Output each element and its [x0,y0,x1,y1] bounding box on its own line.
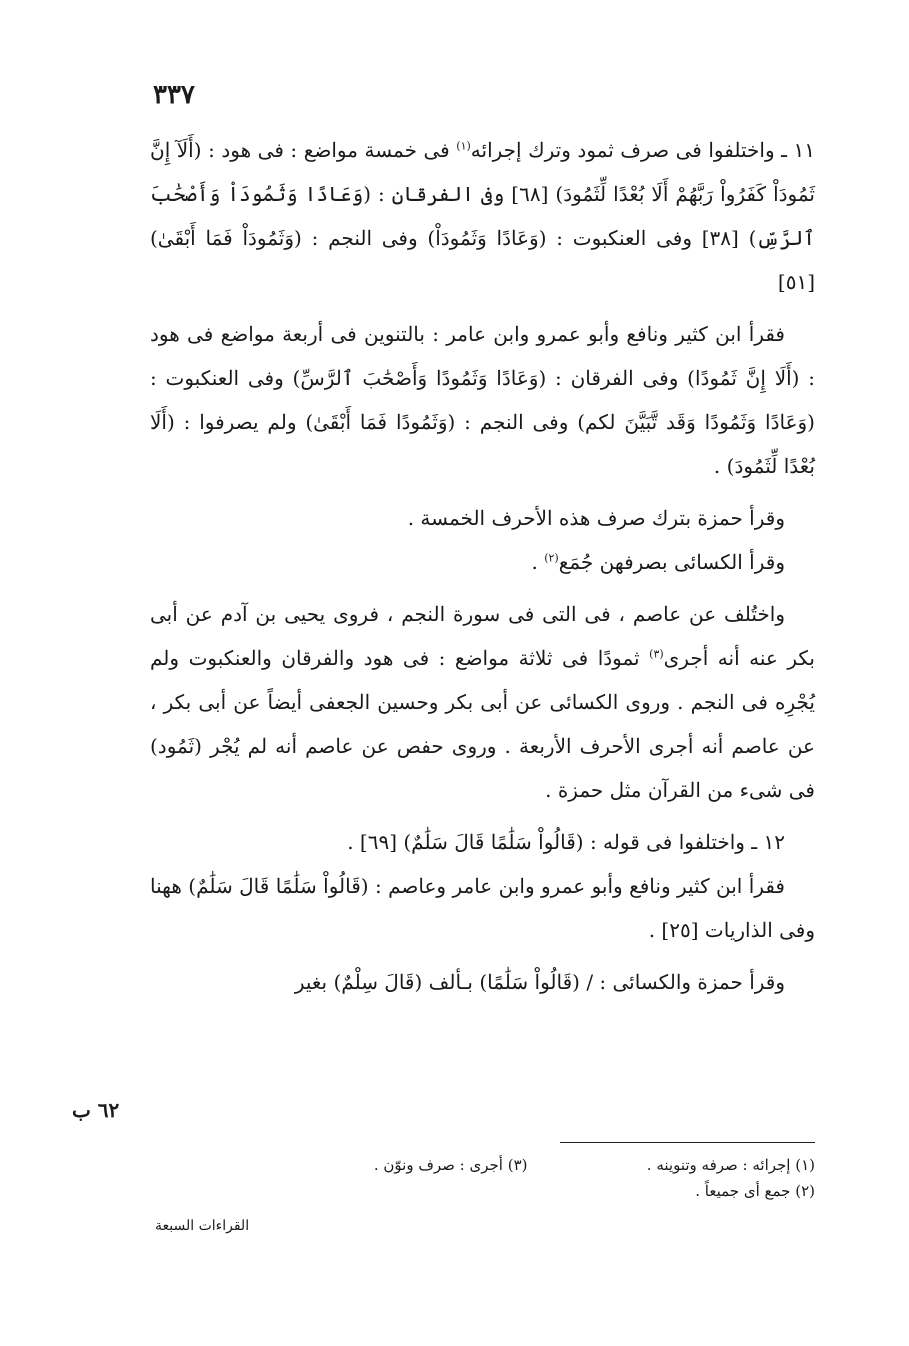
footnote-ref-2: (٢) [544,551,559,565]
footnote-row-1 [240,1152,815,1178]
paragraph-kisai-text: وقرأ الكسائى بصرفهن جُمَع [558,550,785,574]
paragraph-reading-kisai [150,540,815,584]
paragraph-11 [150,128,815,304]
paragraph-11-lead: ١١ ـ واختلفوا فى صرف ثمود وترك إجرائه [470,138,816,162]
footnotes [240,1152,815,1204]
body-text [150,128,815,1004]
paragraph-12: ١٢ ـ واختلفوا فى قوله : (قَالُواْ سَلَٰمًا قَالَ سَلَٰمٌ) [٦٩] . [347,830,785,854]
footnote-3: (٣) أجرى : صرف ونوّن . [373,1156,528,1174]
paragraph-reading-hamza-2: وقرأ حمزة والكسائى : / (قَالُواْ سَلَٰمًا) بـألف (قَالَ سِلْمٌ) بغير [294,970,785,994]
footnote-1: (١) إجرائه : صرفه وتنوينه . [646,1156,815,1174]
footnote-ref-3: (٣) [649,647,664,661]
footnote-ref-1: (١) [456,139,471,153]
paragraph-asim-rest: ثمودًا فى ثلاثة مواضع : فى هود والفرقان والعنكبوت ولم يُجْرِه فى النجم . وروى الكسائى عن أبى بكر وحسين الجعفى أيضاً عن أبى بكر ، عن عاصم أنه أجرى الأحرف الأربعة . وروى حفص عن عاصم أنه لم يُجْر (ثَمُود) فى شىء من القرآن مثل حمزة . [150,646,815,802]
paragraph-asim-lead: واختُلف عن عاصم ، فى التى فى سورة النجم ، فروى يحيى بن آدم عن أبى بكر عنه أنه أجرى [150,602,815,670]
paragraph-reading-ibn-kathir: فقرأ ابن كثير ونافع وأبو عمرو وابن عامر : بالتنوين فى أربعة مواضع فى هود : (أَلَا إِنَّ ثَمُودًا) وفى الفرقان : (وَعَادًا وَثَمُودًا وَأَصْحَٰبَ ٱلرَّسِّ) وفى العنكبوت : (وَعَادًا وَثَمُودًا وَقَد تَّبَيَّنَ لكم) وفى النجم : (وَثَمُودًا فَمَا أَبْقَىٰ) ولم يصرفوا : (أَلَا بُعْدًا لِّثَمُودَ) . [150,322,815,478]
footnote-rule [560,1142,815,1143]
page-number: ٣٣٧ [153,80,195,110]
footnote-row-2 [240,1178,815,1204]
margin-folio-note: ٦٢ ب [72,1098,120,1122]
paragraph-11-rest: فى خمسة مواضع : فى هود : (أَلَآ إِنَّ ثَمُودَاْ كَفَرُواْ رَبَّهُمْ أَلَا بُعْدًا لِّثَمُودَ) [٦٨] وفى الفرقان : (وَعَادًا وَثَمُودَاْ وَأَصْحَٰبَ ٱلرَّسِّ) [٣٨] وفى العنكبوت : (وَعَادًا وَثَمُودَاْ) وفى النجم : (وَثَمُودَاْ فَمَا أَبْقَىٰ) [٥١] [150,138,815,294]
paragraph-kisai-end: . [531,550,545,574]
paragraph-reading-ibn-kathir-2: فقرأ ابن كثير ونافع وأبو عمرو وابن عامر وعاصم : (قَالُواْ سَلَٰمًا قَالَ سَلَٰمٌ) ههنا وفى الذاريات [٢٥] . [150,874,815,942]
paragraph-reading-hamza: وقرأ حمزة بترك صرف هذه الأحرف الخمسة . [407,506,785,530]
paragraph-asim [150,592,815,812]
footnote-2: (٢) جمع أى جميعاً . [695,1182,815,1200]
running-footer: القراءات السبعة [155,1218,250,1234]
